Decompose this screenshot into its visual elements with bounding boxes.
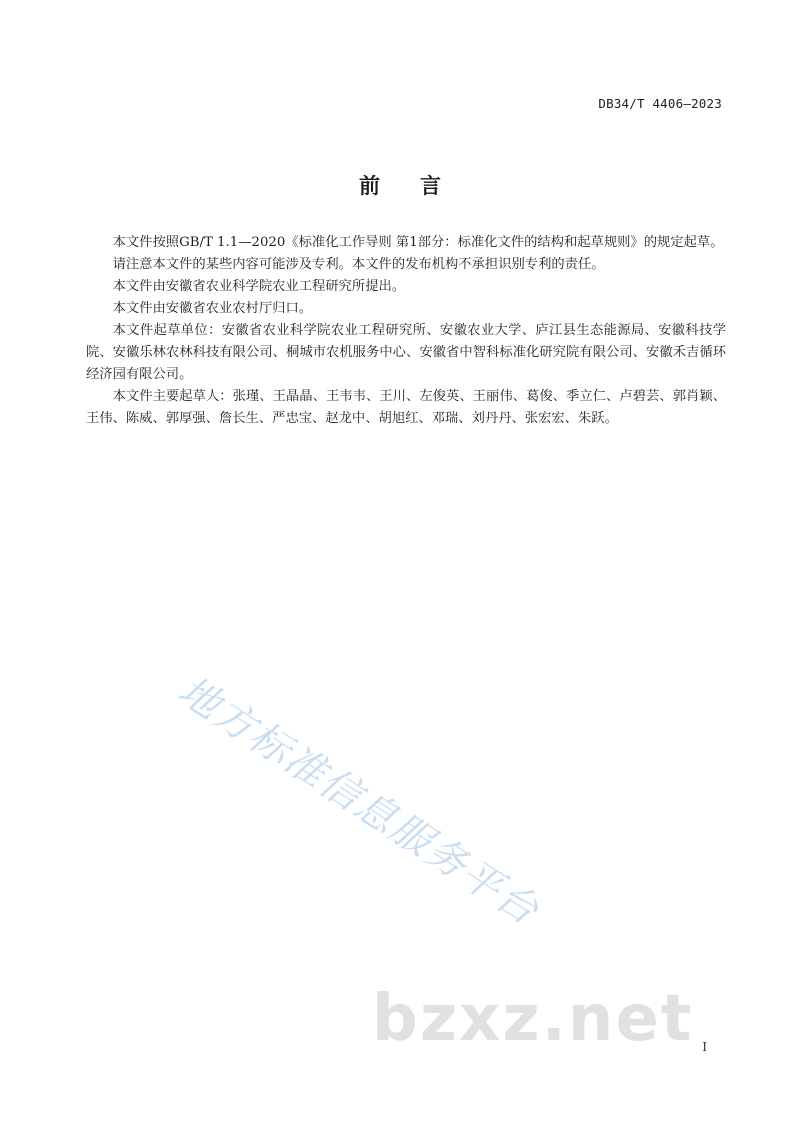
watermark-platform-text: 地方标准信息服务平台 (170, 667, 548, 935)
paragraph: 本文件由安徽省农业农村厅归口。 (112, 301, 313, 316)
paragraph: 请注意本文件的某些内容可能涉及专利。本文件的发布机构不承担识别专利的责任。 (112, 257, 605, 272)
paragraph: 本文件主要起草人：张瑾、王晶晶、王韦韦、王川、左俊英、王丽伟、葛俊、季立仁、卢碧芸、郭肖颖、王伟、陈威、郭厚强、詹长生、严忠宝、赵龙中、胡旭红、邓瑞、刘丹丹、张宏宏、朱跃。 (86, 389, 726, 426)
paragraph: 本文件由安徽省农业科学院农业工程研究所提出。 (112, 279, 406, 294)
foreword-body (86, 232, 726, 430)
paragraph: 本文件按照GB/T 1.1—2020《标准化工作导则 第1部分：标准化文件的结构和起草规则》的规定起草。 (112, 235, 724, 250)
title-char-2: 言 (420, 174, 441, 198)
title-char-1: 前 (359, 174, 380, 198)
page-title (0, 170, 800, 200)
document-code: DB34/T 4406—2023 (598, 96, 722, 111)
page-number: I (702, 1040, 707, 1054)
watermark-site-url: bzxz.net (372, 982, 694, 1056)
paragraph: 本文件起草单位：安徽省农业科学院农业工程研究所、安徽农业大学、庐江县生态能源局、安徽科技学院、安徽乐林农林科技有限公司、桐城市农机服务中心、安徽省中智科标准化研究院有限公司、安徽禾吉循环经济园有限公司。 (86, 323, 726, 382)
